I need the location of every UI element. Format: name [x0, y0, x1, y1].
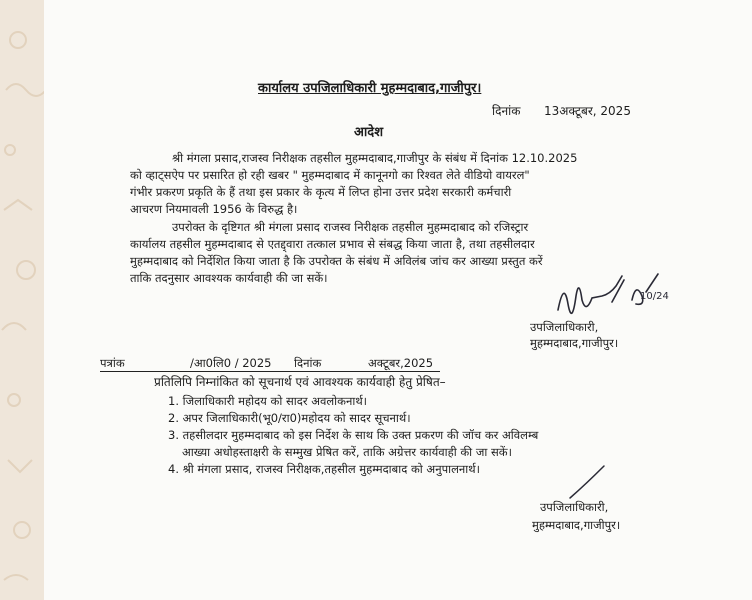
signature1-place: मुहम्मदाबाद,गाजीपुर।: [530, 336, 619, 350]
para1-line: श्री मंगला प्रसाद,राजस्व निरीक्षक तहसील मुहम्मदाबाद,गाजीपुर के संबंध में दिनांक 12.10.2025: [172, 151, 578, 165]
order-title: आदेश: [354, 125, 384, 140]
copy-list-item: आख्या अधोहस्ताक्षरी के सम्मुख प्रेषित करें, ताकि अग्रेत्तर कार्यवाही की जा सकें।: [182, 445, 512, 459]
date-label: दिनांक: [492, 104, 521, 118]
para1-line: गंभीर प्रकरण प्रकृति के हैं तथा इस प्रकार के कृत्य में लिप्त होना उत्तर प्रदेश सरकारी कर्मचारी: [130, 185, 512, 199]
office-header: कार्यालय उपजिलाधिकारी मुहम्मदाबाद,गाजीपुर।: [258, 81, 482, 96]
para1-line: को व्हाट्सऐप पर प्रसारित हो रही खबर " मुहम्मदाबाद में कानूनगो का रिश्वत लेते वीडियो वायरल": [130, 168, 530, 182]
reference-date-value: अक्टूबर,2025: [368, 356, 434, 370]
copy-list-item: 3. तहसीलदार मुहम्मदाबाद को इस निर्देश के साथ कि उक्त प्रकरण की जॉच कर अविलम्ब: [168, 428, 539, 442]
signature-handwritten-date: 10/24: [640, 291, 669, 302]
para2-line: ताकि तदनुसार आवश्यक कार्यवाही की जा सकें।: [130, 271, 328, 285]
reference-underline: [100, 371, 440, 372]
para2-line: मुहम्मदाबाद को निर्देशित किया जाता है कि उपरोक्त के संबंध में अविलंब जांच कर आख्या प्रस्तुत करें: [130, 254, 543, 268]
reference-date-label: दिनांक: [294, 356, 322, 370]
signature1-title: उपजिलाधिकारी,: [530, 320, 599, 334]
para1-line: आचरण नियमावली 1956 के विरुद्ध है।: [130, 202, 298, 216]
copy-list-item: 4. श्री मंगला प्रसाद, राजस्व निरीक्षक,तहसील मुहम्मदाबाद को अनुपालनार्थ।: [168, 462, 480, 476]
copy-heading: प्रतिलिपि निम्नांकित को सूचनार्थ एवं आवश्यक कार्यवाही हेतु प्रेषित–: [154, 375, 446, 389]
date-value: 13अक्टूबर, 2025: [544, 104, 631, 118]
reference-number: /आ0लि0 / 2025: [190, 356, 272, 370]
background-pattern: [0, 0, 44, 600]
order-document: [44, 0, 752, 600]
para2-line: कार्यालय तहसील मुहम्मदाबाद से एतद्द्वारा तत्काल प्रभाव से संबद्ध किया जाता है, तथा तहसीलदार: [130, 237, 535, 251]
copy-list-item: 2. अपर जिलाधिकारी(भू0/रा0)महोदय को सादर सूचनार्थ।: [168, 411, 411, 425]
signature2-title: उपजिलाधिकारी,: [540, 500, 609, 514]
para2-line: उपरोक्त के दृष्टिगत श्री मंगला प्रसाद राजस्व निरीक्षक तहसील मुहम्मदाबाद को रजिस्ट्रार: [172, 220, 529, 234]
signature2-place: मुहम्मदाबाद,गाजीपुर।: [532, 518, 621, 532]
decorative-pattern-icon: [0, 0, 44, 600]
reference-patrank: पत्रांक: [100, 356, 125, 370]
handwritten-signature-2: [564, 462, 614, 502]
copy-list-item: 1. जिलाधिकारी महोदय को सादर अवलोकनार्थ।: [168, 394, 368, 408]
